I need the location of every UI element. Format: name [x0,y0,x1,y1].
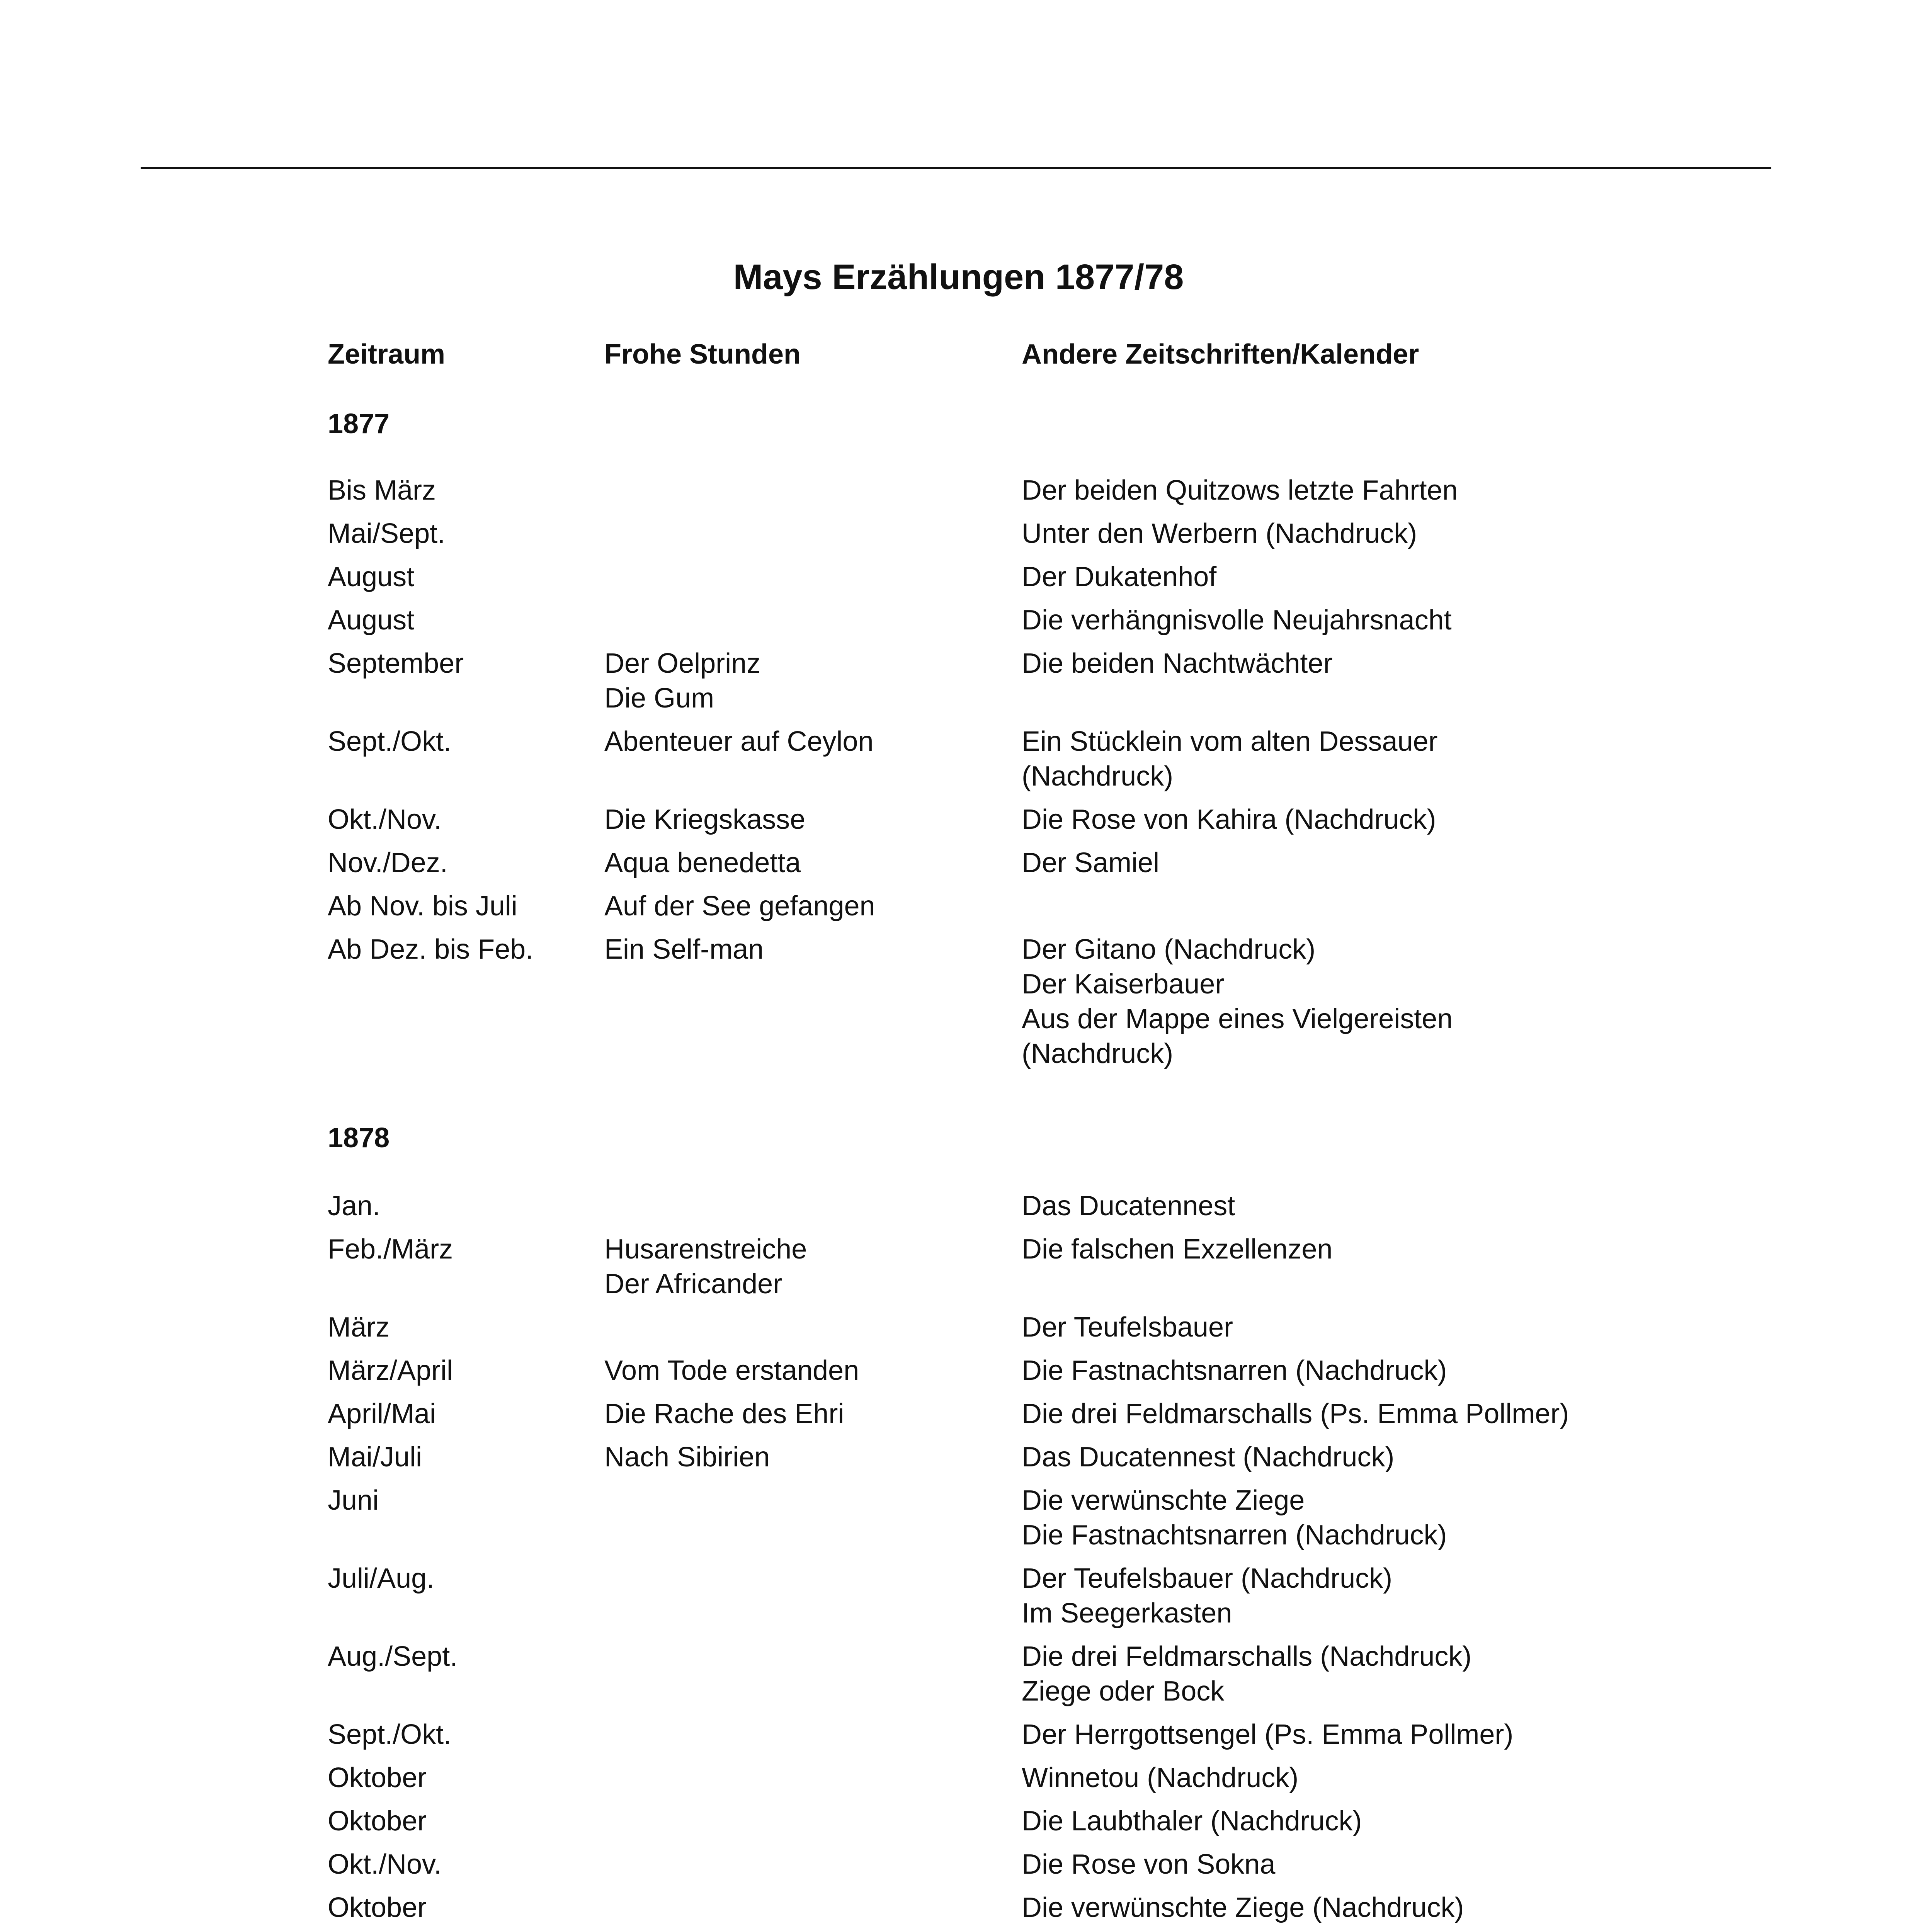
table-title: Mays Erzählungen 1877/78 [733,257,1184,297]
period-cell: Sept./Okt. [328,1719,452,1750]
other-periodical-title: Ziege oder Bock [1022,1676,1225,1707]
other-periodicals-cell [1022,473,1458,508]
other-periodical-title: (Nachdruck) [1022,761,1174,792]
period-cell: Oktober [328,1762,427,1793]
other-periodical-title: Der Dukatenhof [1022,561,1217,592]
period-cell: Ab Dez. bis Feb. [328,934,534,965]
frohe-stunden-cell [604,724,873,759]
frohe-stunden-title: Der Oelprinz [604,648,761,679]
other-periodicals-cell [1022,1760,1298,1795]
other-periodicals-cell [1022,1232,1332,1267]
frohe-stunden-title: Der Africander [604,1269,782,1299]
frohe-stunden-title: Auf der See gefangen [604,891,875,922]
period-cell: Juli/Aug. [328,1563,435,1594]
other-periodicals-cell [1022,1639,1471,1709]
other-periodical-title: Die verwünschte Ziege (Nachdruck) [1022,1892,1464,1923]
period-cell: September [328,648,464,679]
other-periodicals-cell [1022,646,1332,681]
other-periodicals-cell [1022,1847,1275,1882]
other-periodicals-cell [1022,1310,1233,1345]
period-cell: März/April [328,1355,453,1386]
other-periodicals-cell [1022,932,1453,1071]
other-periodical-title: Die Fastnachtsnarren (Nachdruck) [1022,1520,1447,1551]
other-periodicals-cell [1022,1717,1513,1752]
frohe-stunden-title: Aqua benedetta [604,847,801,878]
period-cell: Okt./Nov. [328,804,442,835]
column-header-other-periodicals: Andere Zeitschriften/Kalender [1022,339,1419,370]
period-cell: August [328,605,415,636]
frohe-stunden-cell [604,1353,859,1388]
frohe-stunden-title: Nach Sibirien [604,1442,770,1473]
other-periodical-title: Der Teufelsbauer (Nachdruck) [1022,1563,1393,1594]
frohe-stunden-cell [604,1396,844,1431]
other-periodicals-cell [1022,1189,1235,1223]
period-cell: Mai/Juli [328,1442,422,1473]
frohe-stunden-title: Abenteuer auf Ceylon [604,726,874,757]
frohe-stunden-title: Husarenstreiche [604,1234,807,1265]
other-periodical-title: Der Kaiserbauer [1022,969,1225,1000]
other-periodical-title: Der Samiel [1022,847,1160,878]
period-cell: Ab Nov. bis Juli [328,891,517,922]
column-header-period: Zeitraum [328,339,446,370]
other-periodicals-cell [1022,1440,1394,1475]
frohe-stunden-cell [604,1440,770,1475]
other-periodicals-cell [1022,845,1159,880]
frohe-stunden-title: Die Rache des Ehri [604,1398,844,1429]
year-heading-1878: 1878 [328,1122,390,1153]
other-periodical-title: Die Rose von Sokna [1022,1849,1276,1880]
other-periodical-title: Die verwünschte Ziege [1022,1485,1305,1516]
frohe-stunden-cell [604,1232,807,1301]
other-periodical-title: Die Laubthaler (Nachdruck) [1022,1806,1362,1837]
other-periodical-title: Der beiden Quitzows letzte Fahrten [1022,475,1458,506]
other-periodicals-cell [1022,516,1417,551]
other-periodicals-cell [1022,603,1452,638]
period-cell: Bis März [328,475,436,506]
other-periodical-title: Die Rose von Kahira (Nachdruck) [1022,804,1436,835]
other-periodical-title: Das Ducatennest (Nachdruck) [1022,1442,1395,1473]
other-periodical-title: Ein Stücklein vom alten Dessauer [1022,726,1438,757]
period-cell: Aug./Sept. [328,1641,458,1672]
period-cell: Feb./März [328,1234,453,1265]
period-cell: August [328,561,415,592]
period-cell: Okt./Nov. [328,1849,442,1880]
other-periodical-title: Der Herrgottsengel (Ps. Emma Pollmer) [1022,1719,1514,1750]
other-periodical-title: Die drei Feldmarschalls (Nachdruck) [1022,1641,1472,1672]
other-periodical-title: Unter den Werbern (Nachdruck) [1022,518,1417,549]
period-cell: Mai/Sept. [328,518,446,549]
column-header-frohe-stunden: Frohe Stunden [604,339,801,370]
period-cell: März [328,1312,390,1343]
frohe-stunden-title: Vom Tode erstanden [604,1355,859,1386]
other-periodical-title: Die drei Feldmarschalls (Ps. Emma Pollmer) [1022,1398,1569,1429]
other-periodicals-cell [1022,724,1438,794]
other-periodical-title: Die beiden Nachtwächter [1022,648,1333,679]
other-periodical-title: Aus der Mappe eines Vielgereisten [1022,1003,1453,1034]
frohe-stunden-cell [604,889,875,923]
year-heading-1877: 1877 [328,408,390,439]
other-periodicals-cell [1022,1396,1569,1431]
period-cell: Jan. [328,1190,381,1221]
other-periodical-title: Die verhängnisvolle Neujahrsnacht [1022,605,1452,636]
frohe-stunden-title: Die Kriegskasse [604,804,806,835]
other-periodical-title: Der Teufelsbauer [1022,1312,1233,1343]
other-periodicals-cell [1022,802,1436,837]
period-cell: April/Mai [328,1398,436,1429]
other-periodical-title: Der Gitano (Nachdruck) [1022,934,1316,965]
other-periodical-title: (Nachdruck) [1022,1038,1174,1069]
frohe-stunden-cell [604,646,760,716]
other-periodicals-cell [1022,1353,1447,1388]
period-cell: Juni [328,1485,379,1516]
frohe-stunden-title: Ein Self-man [604,934,764,965]
period-cell: Oktober [328,1892,427,1923]
other-periodicals-cell [1022,560,1216,594]
period-cell: Nov./Dez. [328,847,448,878]
other-periodicals-cell [1022,1561,1392,1631]
other-periodicals-cell [1022,1483,1447,1553]
other-periodicals-cell [1022,1804,1362,1838]
frohe-stunden-title: Die Gum [604,683,714,714]
frohe-stunden-cell [604,932,764,967]
period-cell: Oktober [328,1806,427,1837]
other-periodical-title: Im Seegerkasten [1022,1598,1232,1629]
top-rule [141,167,1771,169]
other-periodical-title: Das Ducatennest [1022,1190,1235,1221]
other-periodical-title: Winnetou (Nachdruck) [1022,1762,1299,1793]
other-periodical-title: Die Fastnachtsnarren (Nachdruck) [1022,1355,1447,1386]
frohe-stunden-cell [604,802,805,837]
frohe-stunden-cell [604,845,801,880]
other-periodicals-cell [1022,1890,1464,1925]
period-cell: Sept./Okt. [328,726,452,757]
other-periodical-title: Die falschen Exzellenzen [1022,1234,1333,1265]
